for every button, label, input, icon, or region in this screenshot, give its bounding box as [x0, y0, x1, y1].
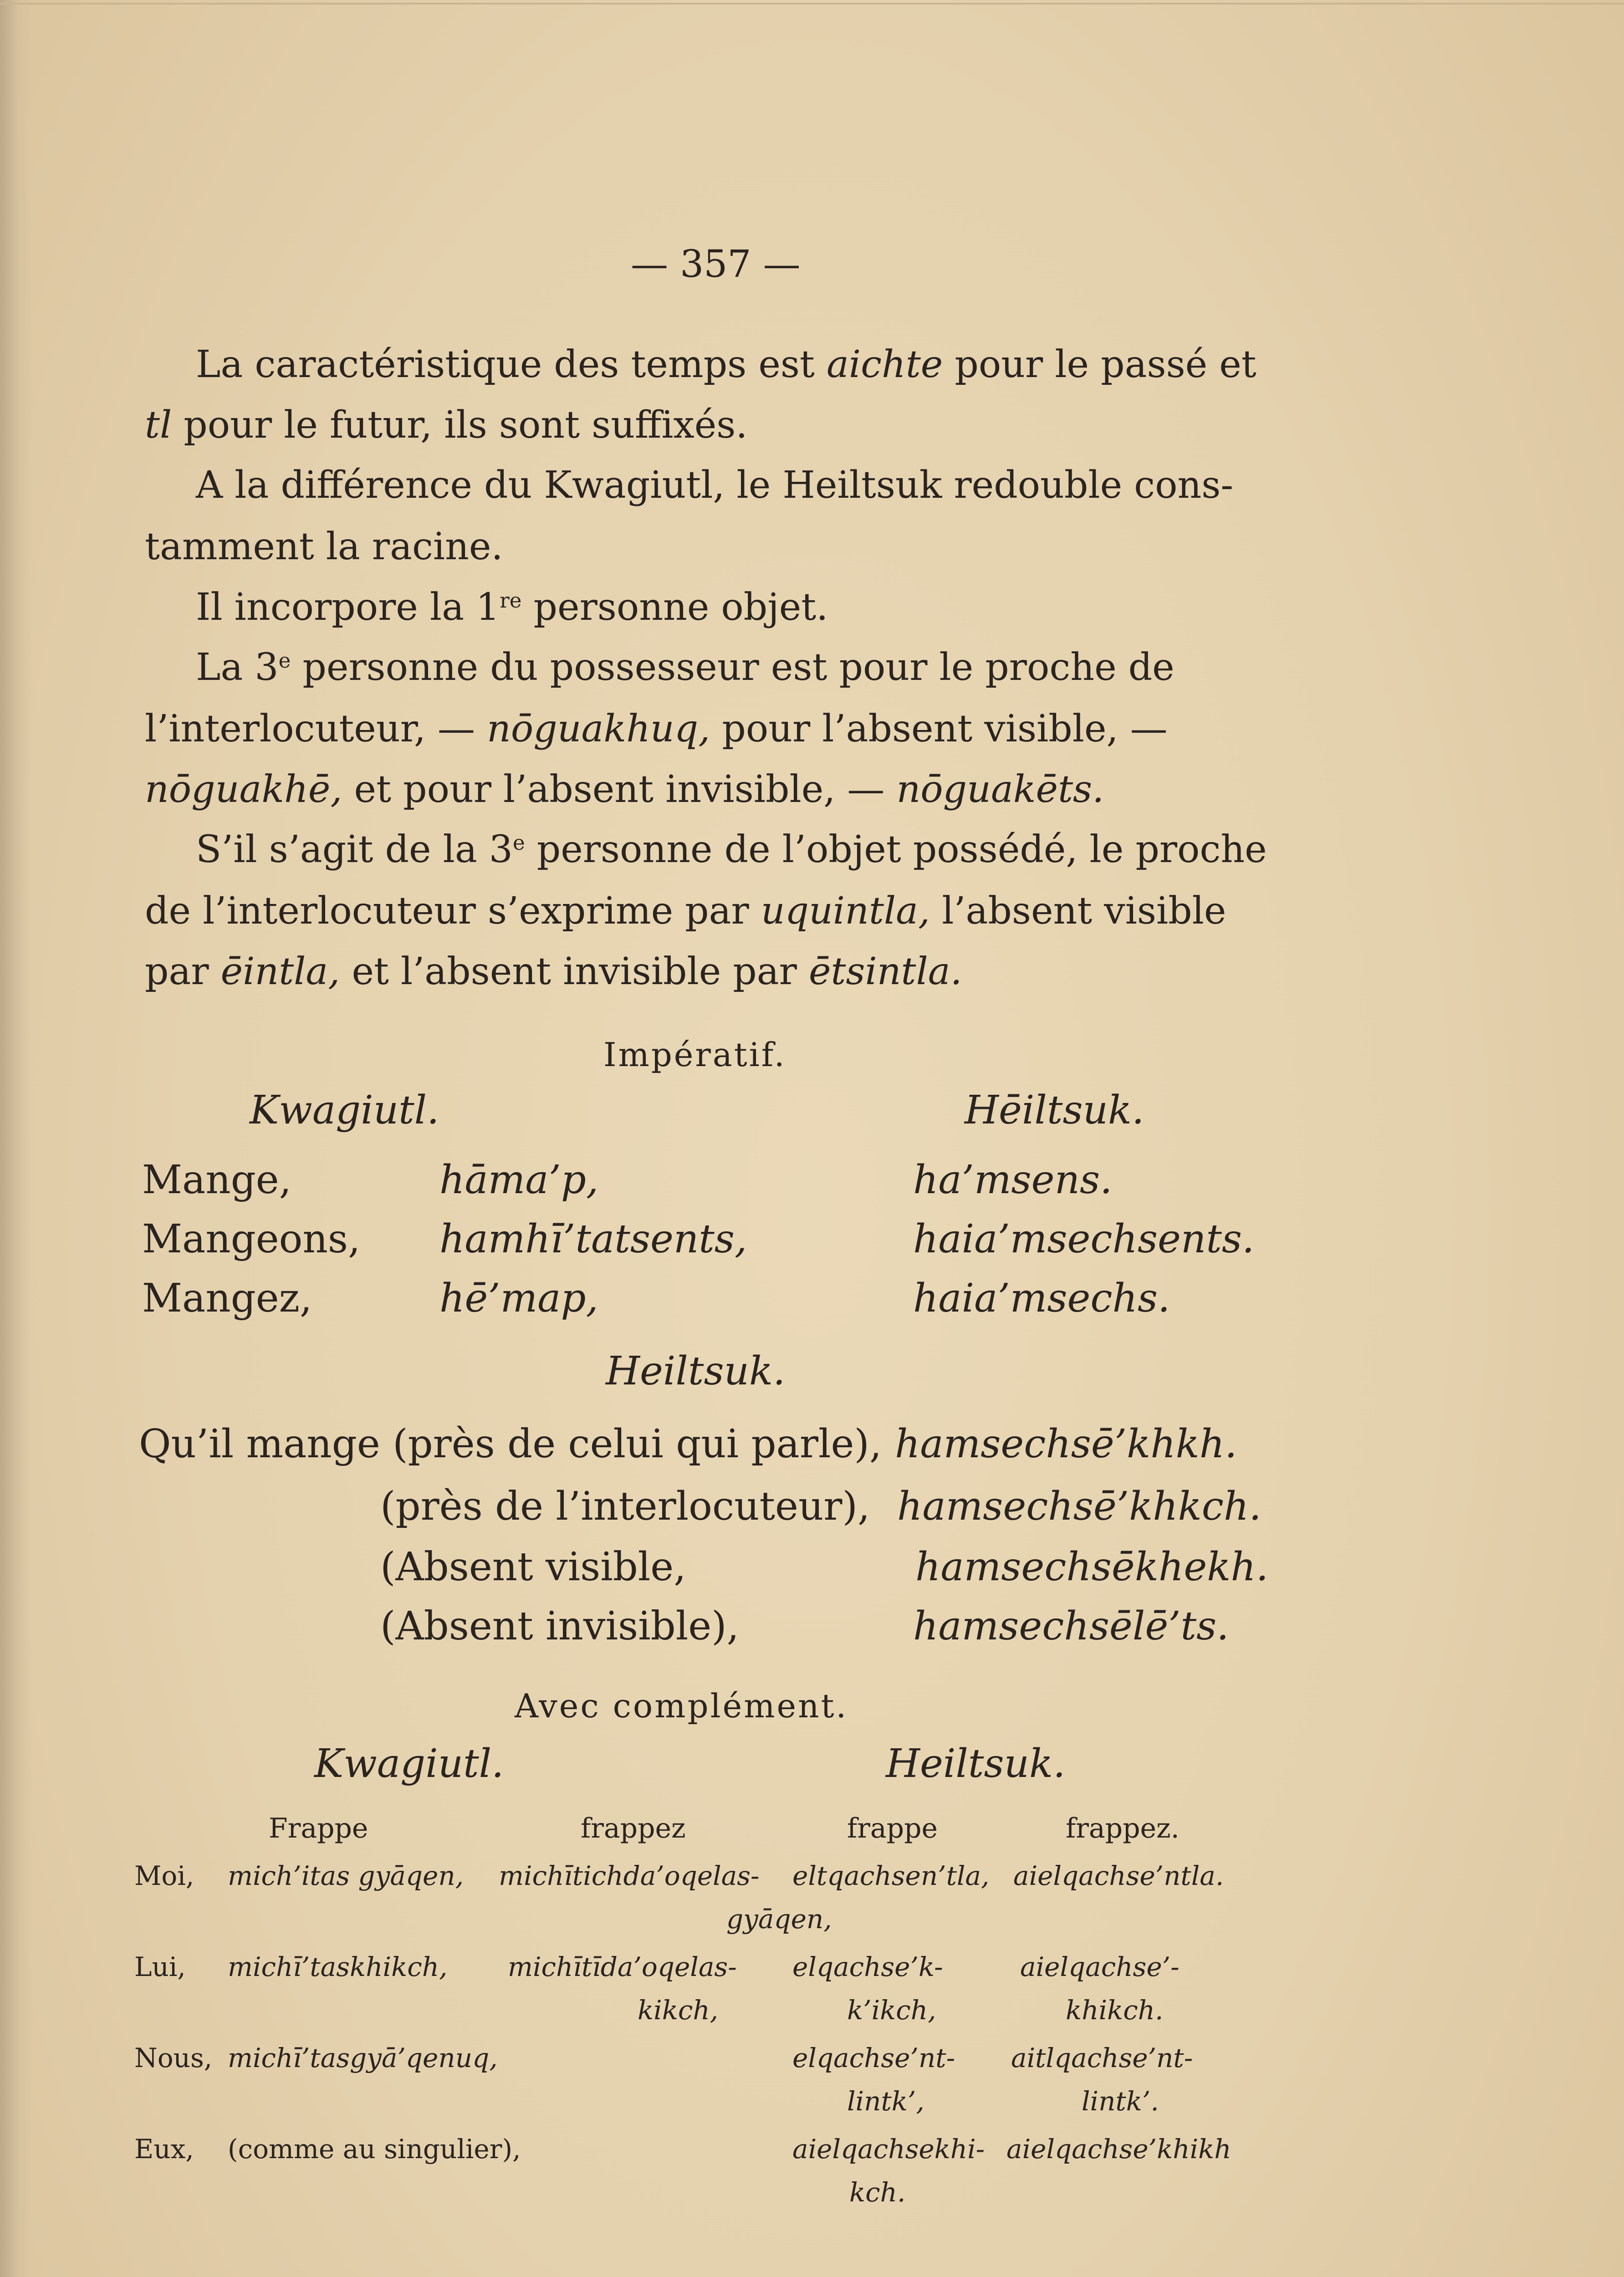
conj-cell: kch.: [849, 2177, 906, 2208]
conj-cell: lintk’,: [847, 2086, 924, 2117]
conj-cell: gyāqen,: [726, 1904, 832, 1935]
conj-cell: mich’itas gyāqen,: [228, 1860, 464, 1891]
column-heading-heiltsuk: Hēiltsuk.: [965, 1087, 1144, 1133]
column-heading-kwagiutl: Kwagiutl.: [250, 1087, 439, 1133]
paragraph-line: S’il s’agit de la 3e personne de l’objet possédé, le proche: [196, 828, 1267, 871]
imperatif-kwagiutl: hamhī’tatsents,: [439, 1216, 747, 1262]
conj-cell: khikch.: [1066, 1995, 1164, 2026]
third-person-heiltsuk: hamsechsēkhekh.: [915, 1544, 1269, 1590]
section-heading-complement: Avec complément.: [515, 1687, 848, 1725]
page-edge-top: [0, 3, 1624, 5]
sub-heading-heiltsuk: Heiltsuk.: [606, 1348, 786, 1394]
third-person-french: Qu’il mange (près de celui qui parle),: [139, 1421, 882, 1467]
pronoun-label: Moi,: [134, 1860, 194, 1891]
conj-cell: elqachse’k-: [792, 1951, 943, 1982]
imperatif-heiltsuk: haia’msechsents.: [913, 1216, 1255, 1262]
imperatif-heiltsuk: haia’msechs.: [913, 1276, 1170, 1321]
imperatif-heiltsuk: ha’msens.: [913, 1157, 1113, 1203]
third-person-heiltsuk: hamsechsēlē’ts.: [913, 1603, 1229, 1649]
conj-cell: michī’tasgyā’qenuq,: [228, 2042, 498, 2073]
conj-cell: aielqachse’ntla.: [1013, 1860, 1224, 1891]
paragraph-line: l’interlocuteur, — nōguakhuq, pour l’absent visible, —: [145, 707, 1168, 750]
pronoun-label: Eux,: [134, 2134, 194, 2165]
imperatif-kwagiutl: hē’map,: [439, 1276, 598, 1321]
paragraph-line: tamment la racine.: [145, 525, 503, 568]
paragraph-line: Il incorpore la 1re personne objet.: [196, 586, 828, 629]
conj-cell: aielqachse’khikh: [1006, 2134, 1231, 2165]
column-subhead: frappe: [847, 1812, 938, 1844]
conj-cell: elqachse’nt-: [792, 2042, 955, 2073]
conj-cell: aitlqachse’nt-: [1011, 2042, 1193, 2073]
paragraph-line: La caractéristique des temps est aichte pour le passé et: [196, 343, 1256, 386]
paragraph-line: de l’interlocuteur s’exprime par uquintla, l’absent visible: [145, 889, 1226, 933]
column-heading-heiltsuk: Heiltsuk.: [886, 1741, 1066, 1787]
column-subhead: frappez.: [1066, 1812, 1180, 1844]
imperatif-french: Mangez,: [142, 1276, 312, 1321]
paragraph-line: La 3e personne du possesseur est pour le proche de: [196, 646, 1175, 689]
imperatif-french: Mangeons,: [142, 1216, 361, 1262]
column-subhead: Frappe: [269, 1812, 368, 1844]
conj-cell: eltqachsen’tla,: [792, 1860, 990, 1891]
pronoun-label: Nous,: [134, 2042, 213, 2073]
conj-cell: michītīda’oqelas-: [508, 1951, 737, 1982]
conj-cell: michītichda’oqelas-: [499, 1860, 760, 1891]
third-person-french: (Absent visible,: [380, 1544, 686, 1590]
imperatif-french: Mange,: [142, 1157, 292, 1203]
pronoun-label: Lui,: [134, 1951, 186, 1982]
third-person-heiltsuk: hamsechsē’khkh.: [895, 1421, 1237, 1467]
conj-cell: lintk’.: [1082, 2086, 1159, 2117]
column-subhead: frappez: [581, 1812, 686, 1844]
third-person-french: (Absent invisible),: [380, 1603, 739, 1649]
page-number: — 357 —: [631, 243, 801, 286]
third-person-french: (près de l’interlocuteur),: [380, 1484, 870, 1529]
page-shadow-left: [0, 0, 32, 2277]
conj-cell: (comme au singulier),: [228, 2134, 521, 2165]
imperatif-kwagiutl: hāma’p,: [439, 1157, 599, 1203]
paragraph-line: nōguakhē, et pour l’absent invisible, — nōguakēts.: [145, 768, 1104, 811]
section-heading-imperatif: Impératif.: [603, 1036, 786, 1074]
conj-cell: k’ikch,: [847, 1995, 936, 2026]
paragraph-line: tl pour le futur, ils sont suffixés.: [145, 403, 748, 447]
conj-cell: michī’taskhikch,: [228, 1951, 448, 1982]
third-person-heiltsuk: hamsechsē’khkch.: [897, 1484, 1261, 1529]
paragraph-line: A la différence du Kwagiutl, le Heiltsuk redouble cons-: [196, 464, 1234, 507]
conj-cell: aielqachse’-: [1020, 1951, 1180, 1982]
conj-cell: aielqachsekhi-: [792, 2134, 985, 2165]
paragraph-line: par ēintla, et l’absent invisible par ētsintla.: [145, 950, 962, 993]
conj-cell: kikch,: [638, 1995, 719, 2026]
column-heading-kwagiutl: Kwagiutl.: [314, 1741, 504, 1787]
